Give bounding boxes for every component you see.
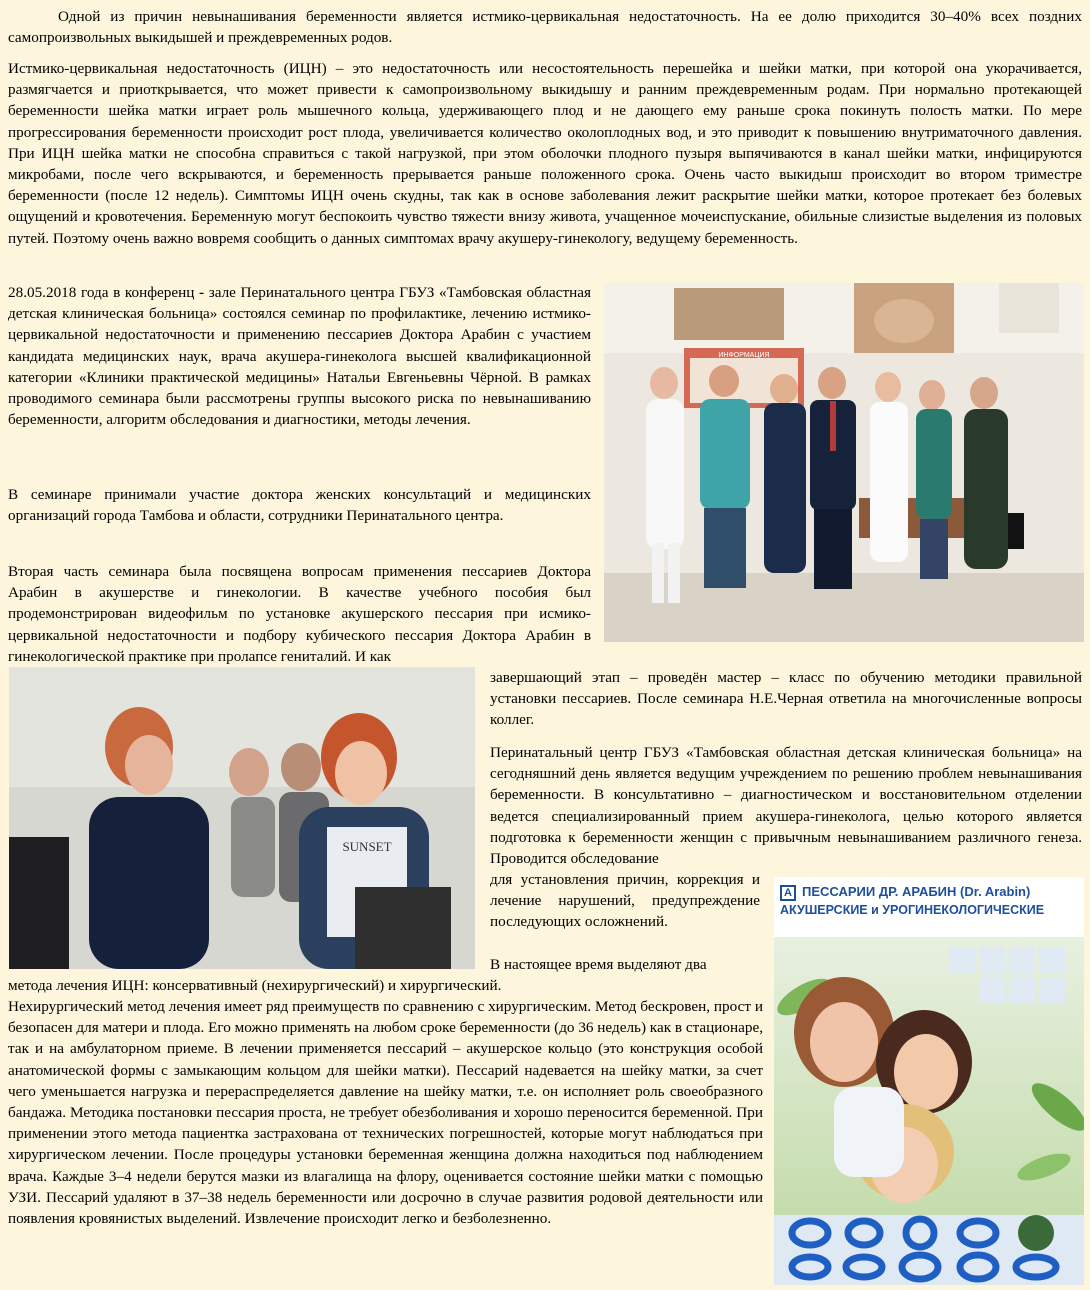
methods-continuation: [8, 975, 763, 996]
methods-intro-text: В настоящее время выделяют два: [490, 956, 707, 973]
group-photo: [604, 283, 1084, 642]
intro-paragraph: [8, 6, 1082, 48]
icn-definition-paragraph: [8, 58, 1082, 249]
second-part-cont-text: завершающий этап – проведён мастер – класс по обучению методики правильной установки пессариев. После семинара Н.Е.Черная ответила на многочисленные вопросы коллег.: [490, 669, 1082, 729]
group-photo-image: [604, 283, 1084, 642]
center-continuation: [490, 869, 760, 933]
info-board-label: ИНФОРМАЦИЯ: [718, 352, 770, 359]
shirt-print: SUNSET: [342, 839, 392, 854]
seminar-body: зале Перинатального центра ГБУЗ «Тамбовская областная детская клиническая больница» состоялся семинар по профилактике, лечению истмико-цервикальной недостаточности и применению пессариев Доктора Арабин с участием кандидата медицинских наук, врача акушера-гинеколога высшей квалификационной категории «Клиники практической медицины» Натальи Евгеньевны Чёрной. В рамках проводимого семинара были рассмотрены группы высокого риска по невынашиванию беременности, алгоритм обследования и диагностики, методы лечения.: [8, 284, 591, 429]
poster-subtitle: АКУШЕРСКИЕ и УРОГИНЕКОЛОГИЧЕСКИЕ: [780, 903, 1045, 917]
center-cont-text: для установления причин, коррекция и лечение нарушений, предупреждение последующих осложнений.: [490, 871, 760, 931]
intro-text: Одной из причин невынашивания беременности является истмико-цервикальная недостаточность. На ее долю приходится 30–40% всех поздних самопроизвольных выкидышей и преждевременных родов.: [8, 8, 1082, 47]
center-paragraph: [490, 742, 1082, 869]
second-part-paragraph: [8, 561, 591, 667]
nonsurgical-text: Нехирургический метод лечения имеет ряд преимуществ по сравнению с хирургическим. Метод бескровен, прост и безопасен для матери и плода. Его можно применять на любом сроке беременности (до 36 недель) как в стационаре, так и на амбулаторном приеме. В лечении применяется пессарий – акушерское кольцо (это конструкция особой анатомической формы с замыкающим кольцом для шейки матки). Пессарий надевается на шейку матки, за счет чего уменьшается нагрузка и перераспределяется давление на шейку матки, т.е. он исполняет роль своеобразного бандажа. Методика постановки пессария проста, не требует обезболивания и хорошо переносится беременной. При применении этого метода пациентка застрахована от технических погрешностей, которые могут наблюдаться при хирургическом лечении. После процедуры установки беременная женщина должна находиться под наблюдением врача. Каждые 3–4 недели берутся мазки из влагалища на флору, оценивается состояние шейки матки с помощью УЗИ. Пессарий удаляют в 37–38 недель беременности или досрочно в случае развития родовой деятельности или появления кровянистых выделений. Извлечение происходит легко и безболезненно.: [8, 998, 763, 1228]
seminar-dash: -: [194, 284, 209, 301]
poster-image: [774, 937, 1084, 1285]
discussion-photo: [9, 667, 475, 969]
nonsurgical-paragraph: [8, 996, 763, 1229]
poster-header: [774, 877, 1084, 937]
seminar-text: [8, 282, 591, 430]
seminar-paragraph: [8, 282, 591, 430]
second-part-continuation: [490, 667, 1082, 731]
second-part-text: Вторая часть семинара была посвящена вопросам применения пессариев Доктора Арабин в акушерстве и гинекологии. В качестве учебного пособия был продемонстрирован видеофильм по установке акушерского пессария при исмико-цервикальной недостаточности и подбору кубического пессария Доктора Арабин в гинекологической практике при пролапсе гениталий. И как: [8, 563, 591, 665]
poster-logo-icon: A: [780, 885, 796, 901]
poster-title: ПЕССАРИИ ДР. АРАБИН (Dr. Arabin): [802, 884, 1031, 899]
seminar-date: 28.05.2018 года в конференц: [8, 284, 195, 301]
participants-paragraph: [8, 484, 591, 526]
methods-cont-text: метода лечения ИЦН: консервативный (нехирургический) и хирургический.: [8, 977, 502, 994]
methods-intro: [490, 954, 760, 975]
participants-text: В семинаре принимали участие доктора женских консультаций и медицинских организаций города Тамбова и области, сотрудники Перинатального центра.: [8, 486, 591, 525]
icn-definition-text: Истмико-цервикальная недостаточность (ИЦН) – это недостаточность или несостоятельность перешейка и шейки матки, при которой она укорачивается, размягчается и приоткрывается, что может привести к самопроизвольному выкидышу и ранним преждевременным родам. При нормально протекающей беременности шейка матки играет роль мышечного кольца, удерживающего плод и не дающего ему раньше срока покинуть полость матки. По мере прогрессирования беременности происходит рост плода, увеличивается количество околоплодных вод, и это приводит к повышению внутриматочного давления. При ИЦН шейка матки не способна справиться с такой нагрузкой, при этом оболочки плодного пузыря выпячиваются в канал шейки матки, инфицируются микробами, после чего вскрываются, и беременность прерывается раньше положенного срока. Очень часто выкидыш происходит во втором триместре беременности (после 12 недель). Симптомы ИЦН очень скудны, так как в основе заболевания лежит раскрытие шейки матки, которое протекает без болевых ощущений и кровотечения. Беременную могут беспокоить чувство тяжести внизу живота, учащенное мочеиспускание, обильные слизистые выделения из половых путей. Поэтому очень важно вовремя сообщить о данных симптомах врачу акушеру-гинекологу, ведущему беременность.: [8, 60, 1082, 247]
center-text: Перинатальный центр ГБУЗ «Тамбовская областная детская клиническая больница» на сегодняшний день является ведущим учреждением по решению проблем невынашивания беременности. В консультативно – диагностическом и восстановительном отделении ведется специализированный прием акушера-гинеколога, целью которого является подготовка к беременности женщин с привычным невынашиванием различного генеза. Проводится обследование: [490, 744, 1082, 868]
discussion-photo-image: [9, 667, 475, 969]
pessary-poster: [774, 877, 1084, 1285]
